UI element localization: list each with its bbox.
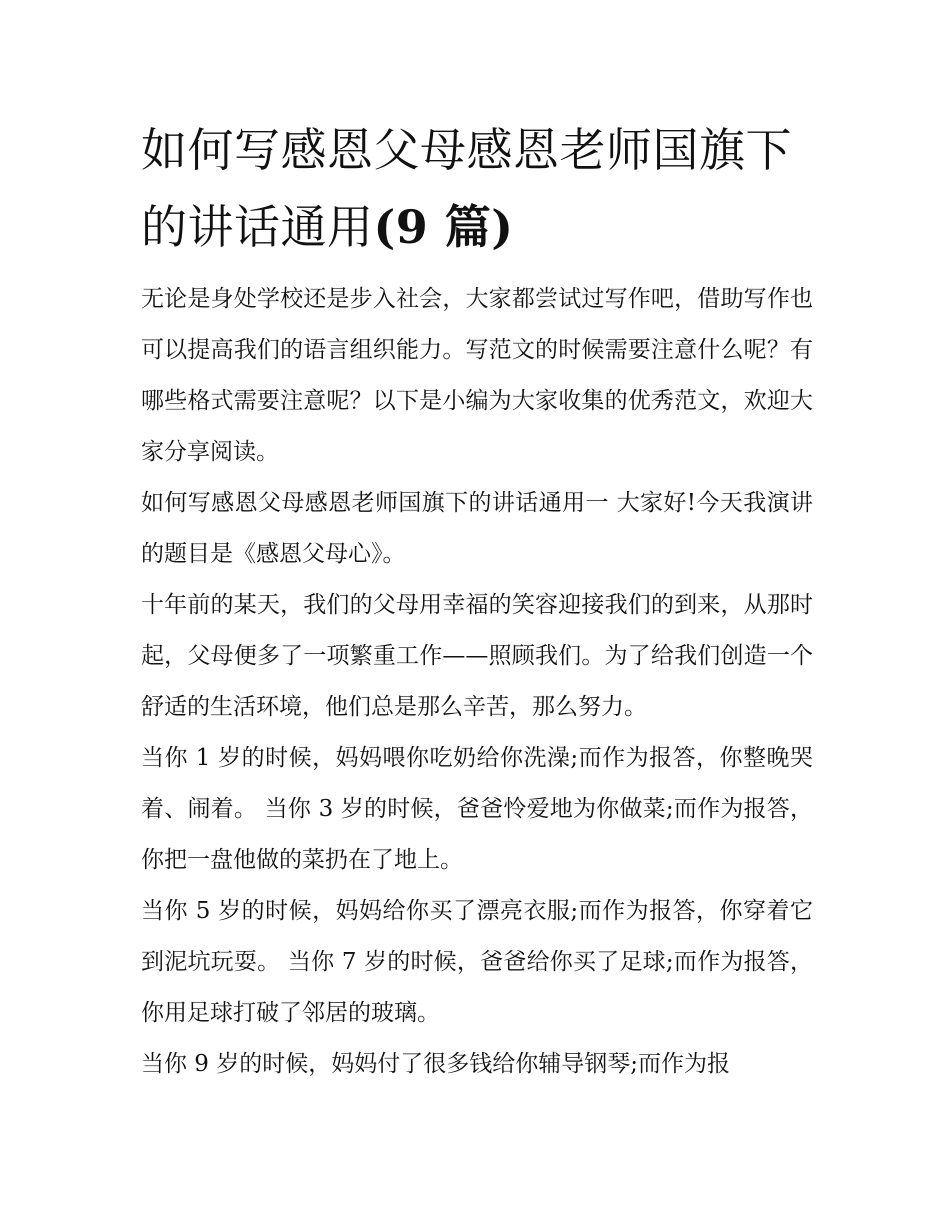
document-title (141, 112, 813, 266)
title-suffix: 篇) (428, 200, 514, 254)
title-text: 如何写感恩父母感恩老师国旗下的讲话通用 (141, 123, 792, 254)
document-page (141, 112, 813, 1090)
paragraph-age-9: 当你 9 岁的时候，妈妈付了很多钱给你辅导钢琴;而作为报 (141, 1051, 731, 1077)
paragraph-age-5-7: 当你 5 岁的时候，妈妈给你买了漂亮衣服;而作为报答，你穿着它到泥坑玩耍。 当你 7 岁的时候，爸爸给你买了足球;而作为报答，你用足球打破了邻居的玻璃。 (141, 898, 813, 1026)
paragraph-ten-years-ago: 十年前的某天，我们的父母用幸福的笑容迎接我们的到来，从那时起，父母便多了一项繁重工作——照顾我们。为了给我们创造一个舒适的生活环境，他们总是那么辛苦，那么努力。 (141, 592, 813, 720)
paragraph-speech-opening: 如何写感恩父母感恩老师国旗下的讲话通用一 大家好!今天我演讲的题目是《感恩父母心》。 (141, 490, 813, 567)
title-count: (9 (373, 200, 429, 254)
paragraph-age-1-3: 当你 1 岁的时候，妈妈喂你吃奶给你洗澡;而作为报答，你整晚哭着、闹着。 当你 3 岁的时候，爸爸怜爱地为你做菜;而作为报答，你把一盘他做的菜扔在了地上。 (141, 745, 813, 873)
paragraph-intro: 无论是身处学校还是步入社会，大家都尝试过写作吧，借助写作也可以提高我们的语言组织能力。写范文的时候需要注意什么呢？有哪些格式需要注意呢？以下是小编为大家收集的优秀范文，欢迎大家分享阅读。 (141, 286, 813, 465)
